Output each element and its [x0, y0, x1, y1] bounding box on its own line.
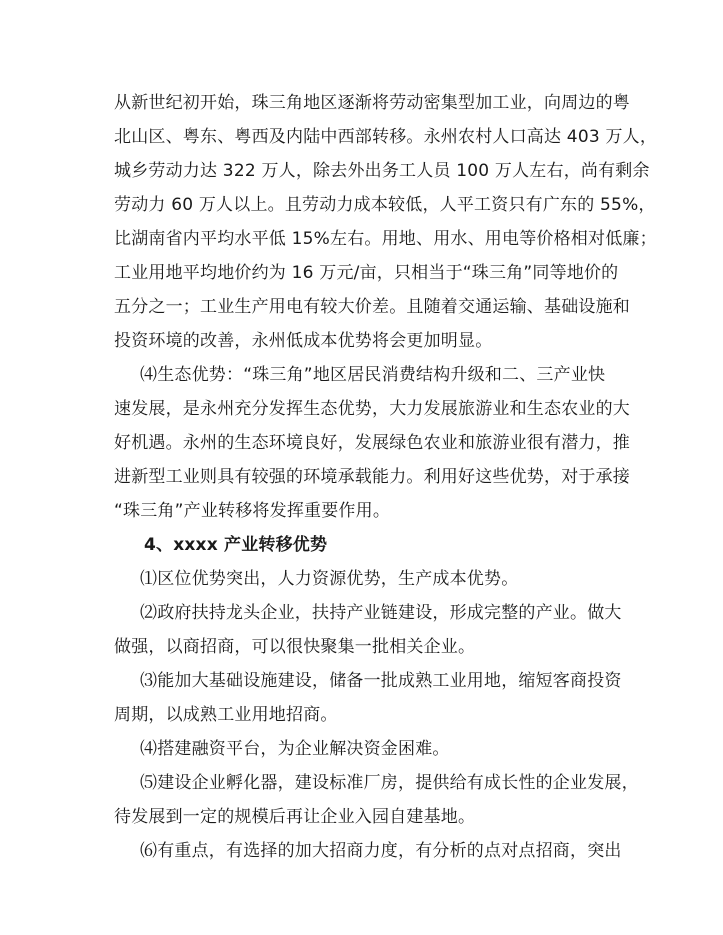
paragraph-line: “珠三角”产业转移将发挥重要作用。 — [114, 501, 391, 521]
list-item-continuation: 周期，以成熟工业用地招商。 — [114, 705, 338, 725]
paragraph-line: 进新型工业则具有较强的环境承载能力。利用好这些优势，对于承接 — [114, 467, 630, 487]
paragraph-line: 好机遇。永州的生态环境良好，发展绿色农业和旅游业很有潜力，推 — [114, 433, 630, 453]
paragraph-line: 北山区、粤东、粤西及内陆中西部转移。永州农村人口高达 403 万人， — [114, 127, 658, 147]
paragraph-line: ⑷生态优势：“珠三角”地区居民消费结构升级和二、三产业快 — [140, 365, 606, 385]
paragraph-line: 速发展，是永州充分发挥生态优势，大力发展旅游业和生态农业的大 — [114, 399, 630, 419]
list-item: ⑶能加大基础设施建设，储备一批成熟工业用地，缩短客商投资 — [140, 671, 622, 691]
section-heading: 4、xxxx 产业转移优势 — [144, 535, 328, 555]
list-item: ⑴区位优势突出，人力资源优势，生产成本优势。 — [140, 569, 519, 589]
paragraph-line: 劳动力 60 万人以上。且劳动力成本较低，人平工资只有广东的 55%， — [114, 195, 656, 215]
paragraph-line: 城乡劳动力达 322 万人，除去外出务工人员 100 万人左右，尚有剩余 — [114, 161, 650, 181]
list-item-continuation: 做强，以商招商，可以很快聚集一批相关企业。 — [114, 637, 476, 657]
paragraph-line: 投资环境的改善，永州低成本优势将会更加明显。 — [114, 331, 493, 351]
paragraph-line: 比湖南省内平均水平低 15%左右。用地、用水、用电等价格相对低廉； — [114, 229, 657, 249]
list-item: ⑷搭建融资平台，为企业解决资金困难。 — [140, 739, 450, 759]
paragraph-line: 五分之一；工业生产用电有较大价差。且随着交通运输、基础设施和 — [114, 297, 630, 317]
list-item-continuation: 待发展到一定的规模后再让企业入园自建基地。 — [114, 807, 476, 827]
list-item: ⑵政府扶持龙头企业，扶持产业链建设，形成完整的产业。做大 — [140, 603, 622, 623]
paragraph-line: 从新世纪初开始，珠三角地区逐渐将劳动密集型加工业，向周边的粤 — [114, 93, 630, 113]
list-item: ⑸建设企业孵化器，建设标准厂房，提供给有成长性的企业发展， — [140, 773, 639, 793]
paragraph-line: 工业用地平均地价约为 16 万元/亩，只相当于“珠三角”同等地价的 — [114, 263, 619, 283]
list-item: ⑹有重点，有选择的加大招商力度，有分析的点对点招商，突出 — [140, 841, 622, 861]
